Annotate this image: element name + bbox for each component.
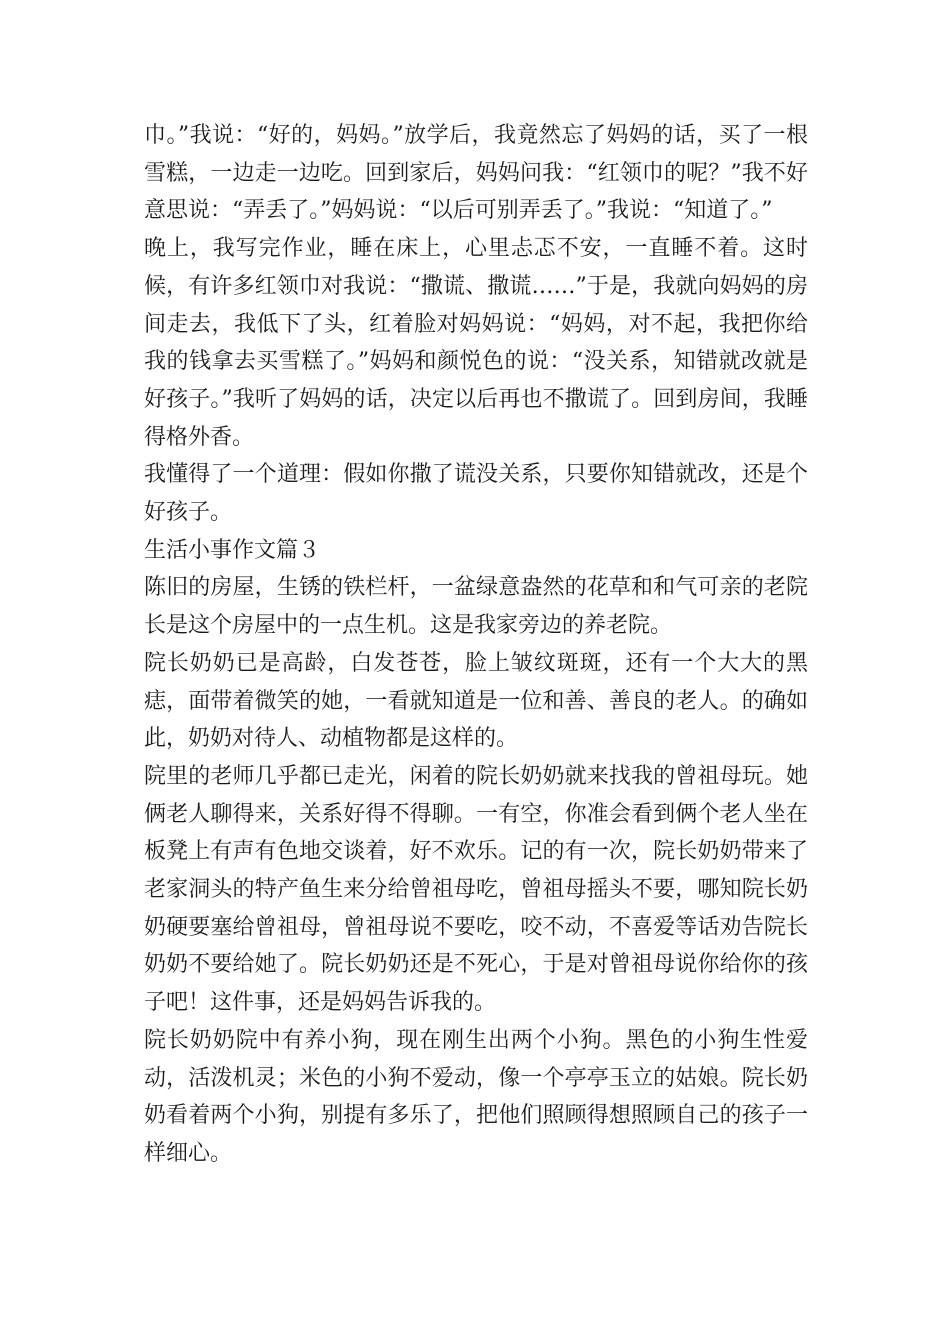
document-body	[144, 117, 808, 1173]
paragraph-grandma-friendship: 院里的老师几乎都已走光，闲着的院长奶奶就来找我的曾祖母玩。她俩老人聊得来，关系好得不得聊。一有空，你准会看到俩个老人坐在板凳上有声有色地交谈着，好不欢乐。记的有一次，院长奶奶带来了老家洞头的特产鱼生来分给曾祖母吃，曾祖母摇头不要，哪知院长奶奶硬要塞给曾祖母，曾祖母说不要吃，咬不动，不喜爱等话劝告院长奶奶不要给她了。院长奶奶还是不死心，于是对曾祖母说你给你的孩子吧！这件事，还是妈妈告诉我的。	[144, 763, 808, 1016]
paragraph-evening-confession: 晚上，我写完作业，睡在床上，心里忐忑不安，一直睡不着。这时候，有许多红领巾对我说：“撒谎、撒谎……”于是，我就向妈妈的房间走去，我低下了头，红着脸对妈妈说：“妈妈，对不起，我把你给我的钱拿去买雪糕了。”妈妈和颜悦色的说：“没关系，知错就改就是好孩子。”我听了妈妈的话，决定以后再也不撒谎了。回到房间，我睡得格外香。	[144, 236, 808, 450]
paragraph-grandma-description: 院长奶奶已是高龄，白发苍苍，脸上皱纹斑斑，还有一个大大的黑痣，面带着微笑的她，一看就知道是一位和善、善良的老人。的确如此，奶奶对待人、动植物都是这样的。	[144, 650, 808, 752]
paragraph-old-house: 陈旧的房屋，生锈的铁栏杆，一盆绿意盎然的花草和和气可亲的老院长是这个房屋中的一点生机。这是我家旁边的养老院。	[144, 575, 808, 639]
section-heading: 生活小事作文篇３	[144, 537, 321, 563]
paragraph-puppies: 院长奶奶院中有养小狗，现在刚生出两个小狗。黑色的小狗生性爱动，活泼机灵；米色的小狗不爱动，像一个亭亭玉立的姑娘。院长奶奶看着两个小狗，别提有多乐了，把他们照顾得想照顾自己的孩子一样细心。	[144, 1027, 808, 1166]
paragraph-lesson: 我懂得了一个道理：假如你撒了谎没关系，只要你知错就改，还是个好孩子。	[144, 462, 808, 526]
paragraph-dialogue-red-scarf: 巾。”我说：“好的，妈妈。”放学后，我竟然忘了妈妈的话，买了一根雪糕，一边走一边吃。回到家后，妈妈问我：“红领巾的呢？”我不好意思说：“弄丢了。”妈妈说：“以后可别弄丢了。”我说：“知道了。”	[144, 123, 808, 224]
